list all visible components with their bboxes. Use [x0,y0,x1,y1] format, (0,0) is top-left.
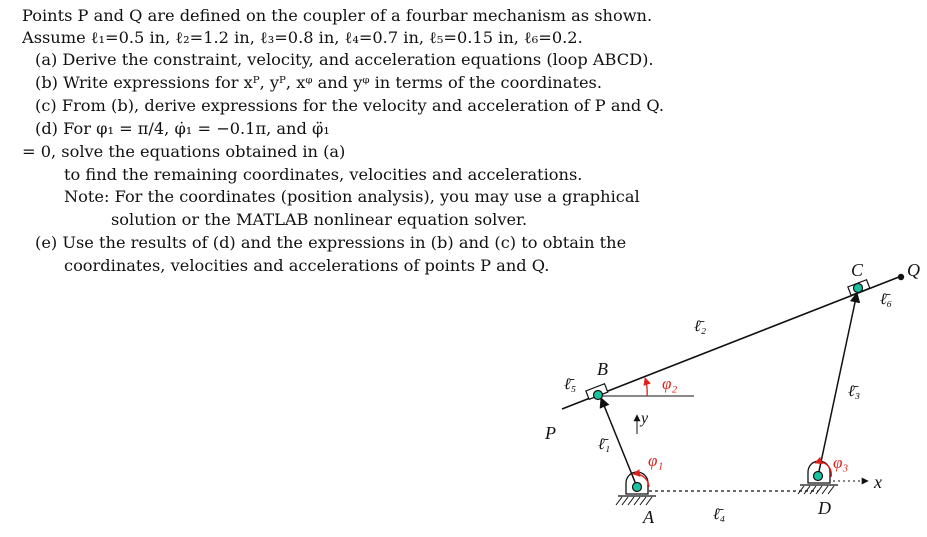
label-axis-y: y [641,410,649,427]
problem-part-d-cont2: to find the remaining coordinates, velocities and accelerations. [64,165,583,184]
label-b: B [597,359,608,379]
label-l6: ℓ̄₆ [880,291,893,308]
label-l4: ℓ̄₄ [713,506,726,523]
label-axis-x: x [874,472,882,492]
problem-note: Note: For the coordinates (position analysis), you may use a graphical [64,187,640,206]
problem-part-e-cont: coordinates, velocities and accelerations of points P and Q. [64,256,550,275]
problem-part-a: (a) Derive the constraint, velocity, and acceleration equations (loop ABCD). [35,50,654,69]
problem-note-cont: solution or the MATLAB nonlinear equation solver. [111,210,528,229]
point-q [898,274,904,280]
label-phi1: φ₁ [648,451,664,470]
label-q: Q [907,260,920,280]
label-l5: ℓ̄₅ [564,376,577,393]
label-l3: ℓ̄₃ [848,383,861,400]
problem-part-c: (c) From (b), derive expressions for the velocity and acceleration of P and Q. [35,96,665,115]
problem-part-e: (e) Use the results of (d) and the expressions in (b) and (c) to obtain the [35,233,627,252]
problem-line-2: Assume ℓ₁=0.5 in, ℓ₂=1.2 in, ℓ₃=0.8 in, ℓ₄=0.7 in, ℓ₅=0.15 in, ℓ₆=0.2. [22,28,583,47]
label-l2: ℓ̄₂ [694,318,707,335]
joint-a [633,483,642,492]
label-c: C [851,260,864,280]
label-a: A [643,507,654,527]
problem-line-1: Points P and Q are defined on the coupler of a fourbar mechanism as shown. [22,6,653,25]
label-phi3: φ₃ [833,453,849,472]
joint-d [814,472,823,481]
label-l1: ℓ̄₁ [598,436,611,453]
joint-c [854,284,863,293]
problem-part-d: (d) For φ₁ = π/4, φ̇₁ = −0.1π, and φ̈₁ [35,119,330,138]
angle-arc-phi2 [645,378,647,396]
problem-part-d-cont: = 0, solve the equations obtained in (a) [22,142,346,161]
problem-part-b: (b) Write expressions for xᴾ, yᴾ, xᵠ and yᵠ in terms of the coordinates. [35,73,602,92]
label-p: P [545,423,556,443]
joint-b [594,391,603,400]
label-phi2: φ₂ [662,374,678,393]
label-d: D [818,498,831,518]
